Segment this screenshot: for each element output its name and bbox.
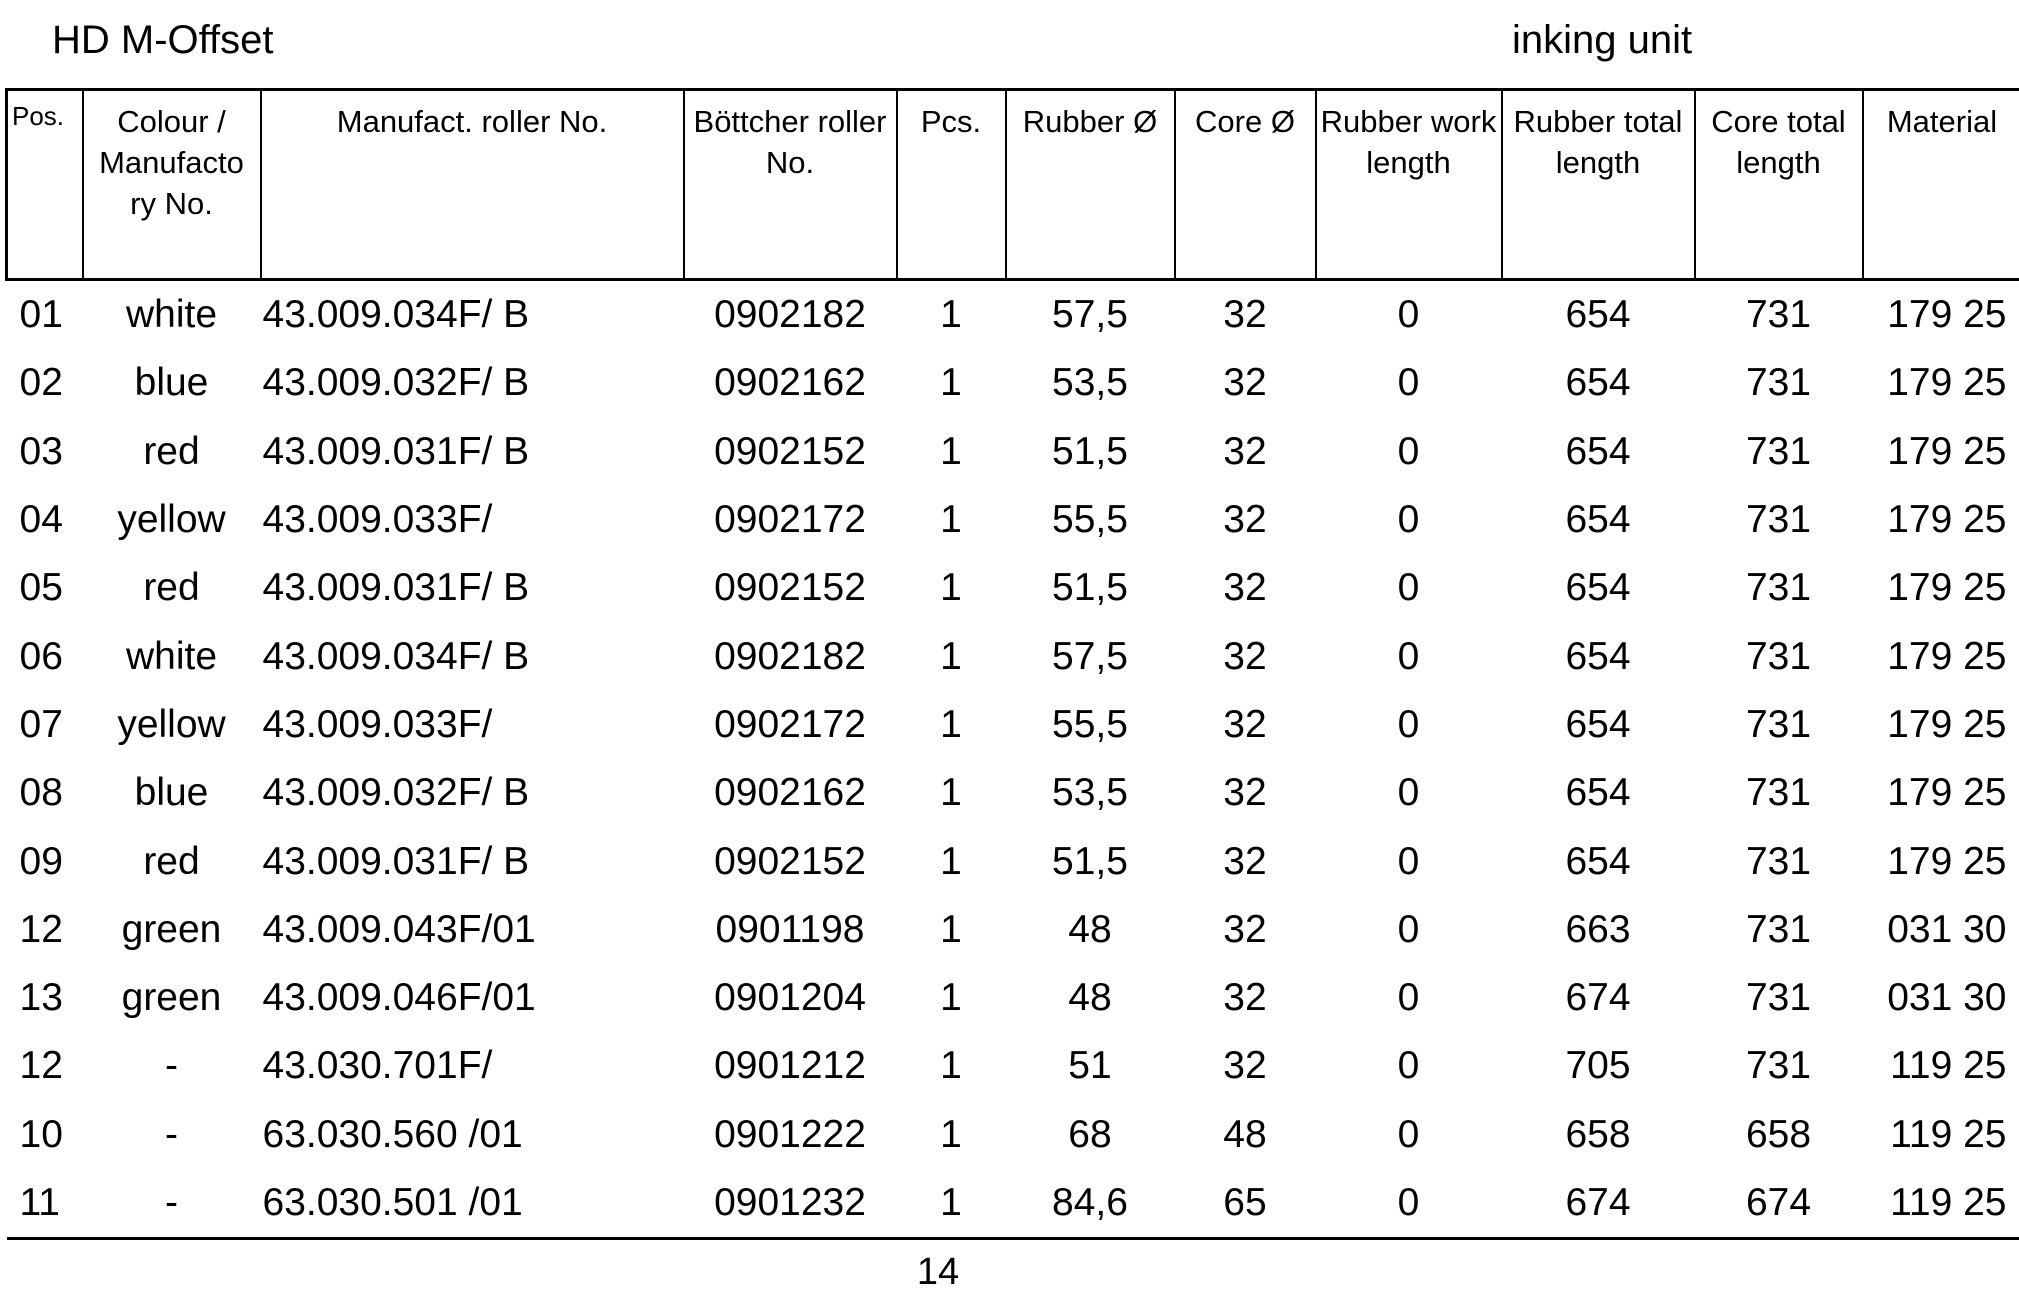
cell-pcs: 1 xyxy=(940,976,962,1020)
cell-rubber-work-length: 0 xyxy=(1397,907,1420,951)
cell-rubber-total-length: 654 xyxy=(1565,839,1631,883)
cell-boettcher-roller-no: 0901198 xyxy=(715,907,865,951)
cell-colour: yellow xyxy=(117,702,226,746)
cell-pcs: 1 xyxy=(940,1044,962,1088)
cell-pos: 04 xyxy=(19,498,63,542)
cell-material: 179 25 xyxy=(1887,293,2007,337)
cell-rubber-diameter: 53,5 xyxy=(1052,771,1128,815)
cell-core-diameter: 32 xyxy=(1223,429,1267,473)
document-title: HD M-Offset xyxy=(52,18,274,62)
cell-material: 031 30 xyxy=(1887,907,2007,951)
table-row xyxy=(7,964,2019,1032)
cell-manufact-roller-no: 43.009.046F/01 xyxy=(262,976,536,1020)
cell-pos: 13 xyxy=(19,976,63,1020)
cell-rubber-total-length: 654 xyxy=(1565,293,1631,337)
cell-manufact-roller-no: 63.030.501 /01 xyxy=(261,1169,684,1239)
cell-core-total-length: 731 xyxy=(1745,429,1812,473)
cell-colour: yellow xyxy=(117,498,226,542)
cell-rubber-total-length: 674 xyxy=(1502,1169,1695,1239)
cell-rubber-work-length: 0 xyxy=(1397,1044,1420,1088)
section-title: inking unit xyxy=(1512,18,1693,62)
cell-pos: 07 xyxy=(19,702,63,746)
cell-rubber-total-length: 654 xyxy=(1565,429,1631,473)
table-header xyxy=(7,90,2019,280)
cell-rubber-diameter: 51 xyxy=(1068,1044,1112,1088)
cell-rubber-total-length: 674 xyxy=(1565,976,1631,1020)
table-row xyxy=(7,280,2019,350)
cell-rubber-total-length: 663 xyxy=(1565,907,1631,951)
cell-core-total-length: 731 xyxy=(1745,566,1812,610)
cell-core-total-length: 731 xyxy=(1745,976,1812,1020)
cell-boettcher-roller-no: 0902162 xyxy=(714,361,866,405)
cell-core-diameter: 32 xyxy=(1223,566,1267,610)
cell-pcs: 1 xyxy=(940,429,962,473)
cell-rubber-diameter: 84,6 xyxy=(1006,1169,1175,1239)
cell-rubber-diameter: 57,5 xyxy=(1052,634,1128,678)
cell-rubber-total-length: 654 xyxy=(1565,771,1631,815)
cell-core-total-length: 731 xyxy=(1745,498,1812,542)
cell-pos: 06 xyxy=(19,634,63,678)
cell-material: 031 30 xyxy=(1887,976,2007,1020)
table-row xyxy=(7,1169,2019,1239)
table-row xyxy=(7,759,2019,827)
cell-rubber-work-length: 0 xyxy=(1397,361,1420,405)
cell-pcs: 1 xyxy=(940,771,962,815)
cell-core-total-length: 731 xyxy=(1745,771,1812,815)
col-header-material: Material xyxy=(1863,90,2019,280)
cell-boettcher-roller-no: 0902172 xyxy=(714,498,866,542)
cell-boettcher-roller-no: 0902172 xyxy=(714,702,866,746)
cell-manufact-roller-no: 43.009.031F/ B xyxy=(262,566,530,610)
col-header-core-diameter: Core Ø xyxy=(1175,90,1316,280)
cell-manufact-roller-no: 43.009.031F/ B xyxy=(262,429,530,473)
col-header-rubber-diameter: Rubber Ø xyxy=(1006,90,1175,280)
cell-core-total-length: 731 xyxy=(1745,839,1812,883)
table-row xyxy=(7,1101,2019,1169)
cell-colour: green xyxy=(121,907,222,951)
cell-manufact-roller-no: 43.009.033F/ xyxy=(262,702,493,746)
cell-pos: 12 xyxy=(19,907,63,951)
cell-core-total-length: 674 xyxy=(1695,1169,1863,1239)
cell-manufact-roller-no: 43.009.034F/ B xyxy=(262,634,530,678)
cell-boettcher-roller-no: 0901222 xyxy=(714,1112,866,1156)
cell-material: 179 25 xyxy=(1887,566,2007,610)
cell-rubber-diameter: 53,5 xyxy=(1052,361,1128,405)
cell-boettcher-roller-no: 0902152 xyxy=(714,839,866,883)
cell-pos: 05 xyxy=(19,566,63,610)
cell-boettcher-roller-no: 0901232 xyxy=(684,1169,897,1239)
cell-rubber-work-length: 0 xyxy=(1316,1169,1502,1239)
col-header-manufact-roller-no: Manufact. roller No. xyxy=(261,90,684,280)
cell-material: 119 25 xyxy=(1863,1169,2019,1239)
cell-rubber-diameter: 51,5 xyxy=(1052,566,1128,610)
table-row xyxy=(7,691,2019,759)
cell-colour: red xyxy=(143,566,200,610)
cell-pos: 02 xyxy=(19,361,63,405)
col-header-boettcher-roller-no: Böttcher roller No. xyxy=(684,90,897,280)
cell-material: 179 25 xyxy=(1887,634,2007,678)
cell-rubber-diameter: 55,5 xyxy=(1052,498,1128,542)
cell-rubber-diameter: 51,5 xyxy=(1052,429,1128,473)
table-body xyxy=(7,280,2019,1239)
cell-rubber-work-length: 0 xyxy=(1397,702,1420,746)
cell-pcs: 1 xyxy=(940,566,962,610)
cell-core-diameter: 32 xyxy=(1223,907,1267,951)
cell-material: 119 25 xyxy=(1890,1044,2007,1088)
cell-core-total-length: 731 xyxy=(1745,702,1812,746)
cell-manufact-roller-no: 43.030.701F/ xyxy=(262,1044,493,1088)
cell-colour: white xyxy=(125,293,218,337)
cell-pcs: 1 xyxy=(940,907,962,951)
cell-rubber-work-length: 0 xyxy=(1397,498,1420,542)
col-header-pcs: Pcs. xyxy=(897,90,1006,280)
cell-rubber-diameter: 48 xyxy=(1068,907,1112,951)
cell-boettcher-roller-no: 0901204 xyxy=(714,976,866,1020)
cell-core-diameter: 65 xyxy=(1175,1169,1316,1239)
cell-rubber-diameter: 57,5 xyxy=(1052,293,1128,337)
cell-core-total-length: 731 xyxy=(1745,361,1812,405)
table-row xyxy=(7,554,2019,622)
col-header-pos: Pos. xyxy=(7,90,83,280)
cell-core-diameter: 32 xyxy=(1223,361,1267,405)
cell-rubber-work-length: 0 xyxy=(1397,771,1420,815)
cell-rubber-work-length: 0 xyxy=(1397,1112,1420,1156)
cell-core-diameter: 48 xyxy=(1223,1112,1267,1156)
cell-pcs: 1 xyxy=(940,702,962,746)
cell-rubber-diameter: 68 xyxy=(1068,1112,1112,1156)
cell-material: 179 25 xyxy=(1887,429,2007,473)
cell-colour: - xyxy=(83,1169,261,1239)
col-header-rubber-work-length: Rubber work length xyxy=(1316,90,1502,280)
cell-pos: 03 xyxy=(19,429,63,473)
cell-manufact-roller-no: 43.009.032F/ B xyxy=(262,361,530,405)
cell-colour: red xyxy=(143,839,200,883)
cell-rubber-work-length: 0 xyxy=(1397,429,1420,473)
cell-rubber-total-length: 654 xyxy=(1565,361,1631,405)
cell-rubber-total-length: 654 xyxy=(1565,498,1631,542)
cell-pcs: 1 xyxy=(940,293,962,337)
cell-core-diameter: 32 xyxy=(1223,1044,1267,1088)
cell-rubber-work-length: 0 xyxy=(1397,634,1420,678)
table-row xyxy=(7,896,2019,964)
cell-boettcher-roller-no: 0902152 xyxy=(714,429,866,473)
cell-material: 179 25 xyxy=(1887,771,2007,815)
cell-rubber-diameter: 55,5 xyxy=(1052,702,1128,746)
cell-pcs: 1 xyxy=(940,361,962,405)
cell-core-total-length: 731 xyxy=(1745,293,1812,337)
cell-material: 179 25 xyxy=(1887,361,2007,405)
cell-boettcher-roller-no: 0902162 xyxy=(714,771,866,815)
roller-table xyxy=(5,88,2019,1240)
cell-core-total-length: 731 xyxy=(1745,634,1812,678)
cell-rubber-work-length: 0 xyxy=(1397,976,1420,1020)
cell-rubber-work-length: 0 xyxy=(1397,293,1420,337)
cell-core-diameter: 32 xyxy=(1223,702,1267,746)
cell-manufact-roller-no: 43.009.032F/ B xyxy=(262,771,530,815)
cell-manufact-roller-no: 43.009.034F/ B xyxy=(262,293,530,337)
table-row xyxy=(7,1032,2019,1100)
cell-rubber-work-length: 0 xyxy=(1397,839,1420,883)
table-row xyxy=(7,827,2019,895)
cell-core-total-length: 731 xyxy=(1745,1044,1812,1088)
cell-pos: 01 xyxy=(19,293,63,337)
cell-manufact-roller-no: 43.009.043F/01 xyxy=(262,907,536,951)
cell-rubber-diameter: 48 xyxy=(1068,976,1112,1020)
col-header-core-total-length: Core total length xyxy=(1695,90,1863,280)
cell-boettcher-roller-no: 0902182 xyxy=(714,293,866,337)
cell-core-diameter: 32 xyxy=(1223,498,1267,542)
cell-pcs: 1 xyxy=(940,839,962,883)
cell-material: 179 25 xyxy=(1887,839,2007,883)
cell-core-total-length: 731 xyxy=(1745,907,1812,951)
cell-colour: - xyxy=(165,1044,178,1088)
table-row xyxy=(7,486,2019,554)
col-header-colour: Colour / Manufacto ry No. xyxy=(83,90,261,280)
cell-material: 179 25 xyxy=(1887,498,2007,542)
table-row xyxy=(7,622,2019,690)
cell-rubber-total-length: 654 xyxy=(1565,702,1631,746)
cell-pcs: 1 xyxy=(940,634,962,678)
cell-colour: - xyxy=(165,1112,178,1156)
cell-rubber-total-length: 654 xyxy=(1565,566,1631,610)
cell-boettcher-roller-no: 0901212 xyxy=(714,1044,866,1088)
cell-manufact-roller-no: 43.009.031F/ B xyxy=(262,839,530,883)
cell-rubber-total-length: 705 xyxy=(1565,1044,1631,1088)
cell-colour: white xyxy=(125,634,218,678)
table-row xyxy=(7,349,2019,417)
cell-core-diameter: 32 xyxy=(1223,839,1267,883)
cell-material: 179 25 xyxy=(1887,702,2007,746)
cell-colour: red xyxy=(143,429,200,473)
cell-pcs: 1 xyxy=(940,1112,962,1156)
cell-rubber-diameter: 51,5 xyxy=(1052,839,1128,883)
cell-rubber-total-length: 658 xyxy=(1565,1112,1631,1156)
cell-colour: green xyxy=(121,976,222,1020)
cell-core-total-length: 658 xyxy=(1745,1112,1812,1156)
cell-core-diameter: 32 xyxy=(1223,771,1267,815)
cell-rubber-work-length: 0 xyxy=(1397,566,1420,610)
cell-boettcher-roller-no: 0902152 xyxy=(714,566,866,610)
cell-core-diameter: 32 xyxy=(1223,634,1267,678)
cell-manufact-roller-no: 43.009.033F/ xyxy=(262,498,493,542)
cell-pos: 10 xyxy=(19,1112,63,1156)
table-row xyxy=(7,418,2019,486)
cell-pcs: 1 xyxy=(897,1169,1006,1239)
cell-manufact-roller-no: 63.030.560 /01 xyxy=(262,1112,523,1156)
cell-pcs: 1 xyxy=(940,498,962,542)
cell-rubber-total-length: 654 xyxy=(1565,634,1631,678)
cell-boettcher-roller-no: 0902182 xyxy=(714,634,866,678)
col-header-rubber-total-length: Rubber total length xyxy=(1502,90,1695,280)
cell-pos: 12 xyxy=(19,1044,63,1088)
cell-material: 119 25 xyxy=(1890,1112,2007,1156)
cell-pos: 08 xyxy=(19,771,63,815)
cell-colour: blue xyxy=(134,361,209,405)
cell-core-diameter: 32 xyxy=(1223,293,1267,337)
cell-core-diameter: 32 xyxy=(1223,976,1267,1020)
header-row xyxy=(7,90,2019,280)
cell-pos: 09 xyxy=(19,839,63,883)
cell-colour: blue xyxy=(134,771,209,815)
cell-pos: 11 xyxy=(7,1169,83,1239)
